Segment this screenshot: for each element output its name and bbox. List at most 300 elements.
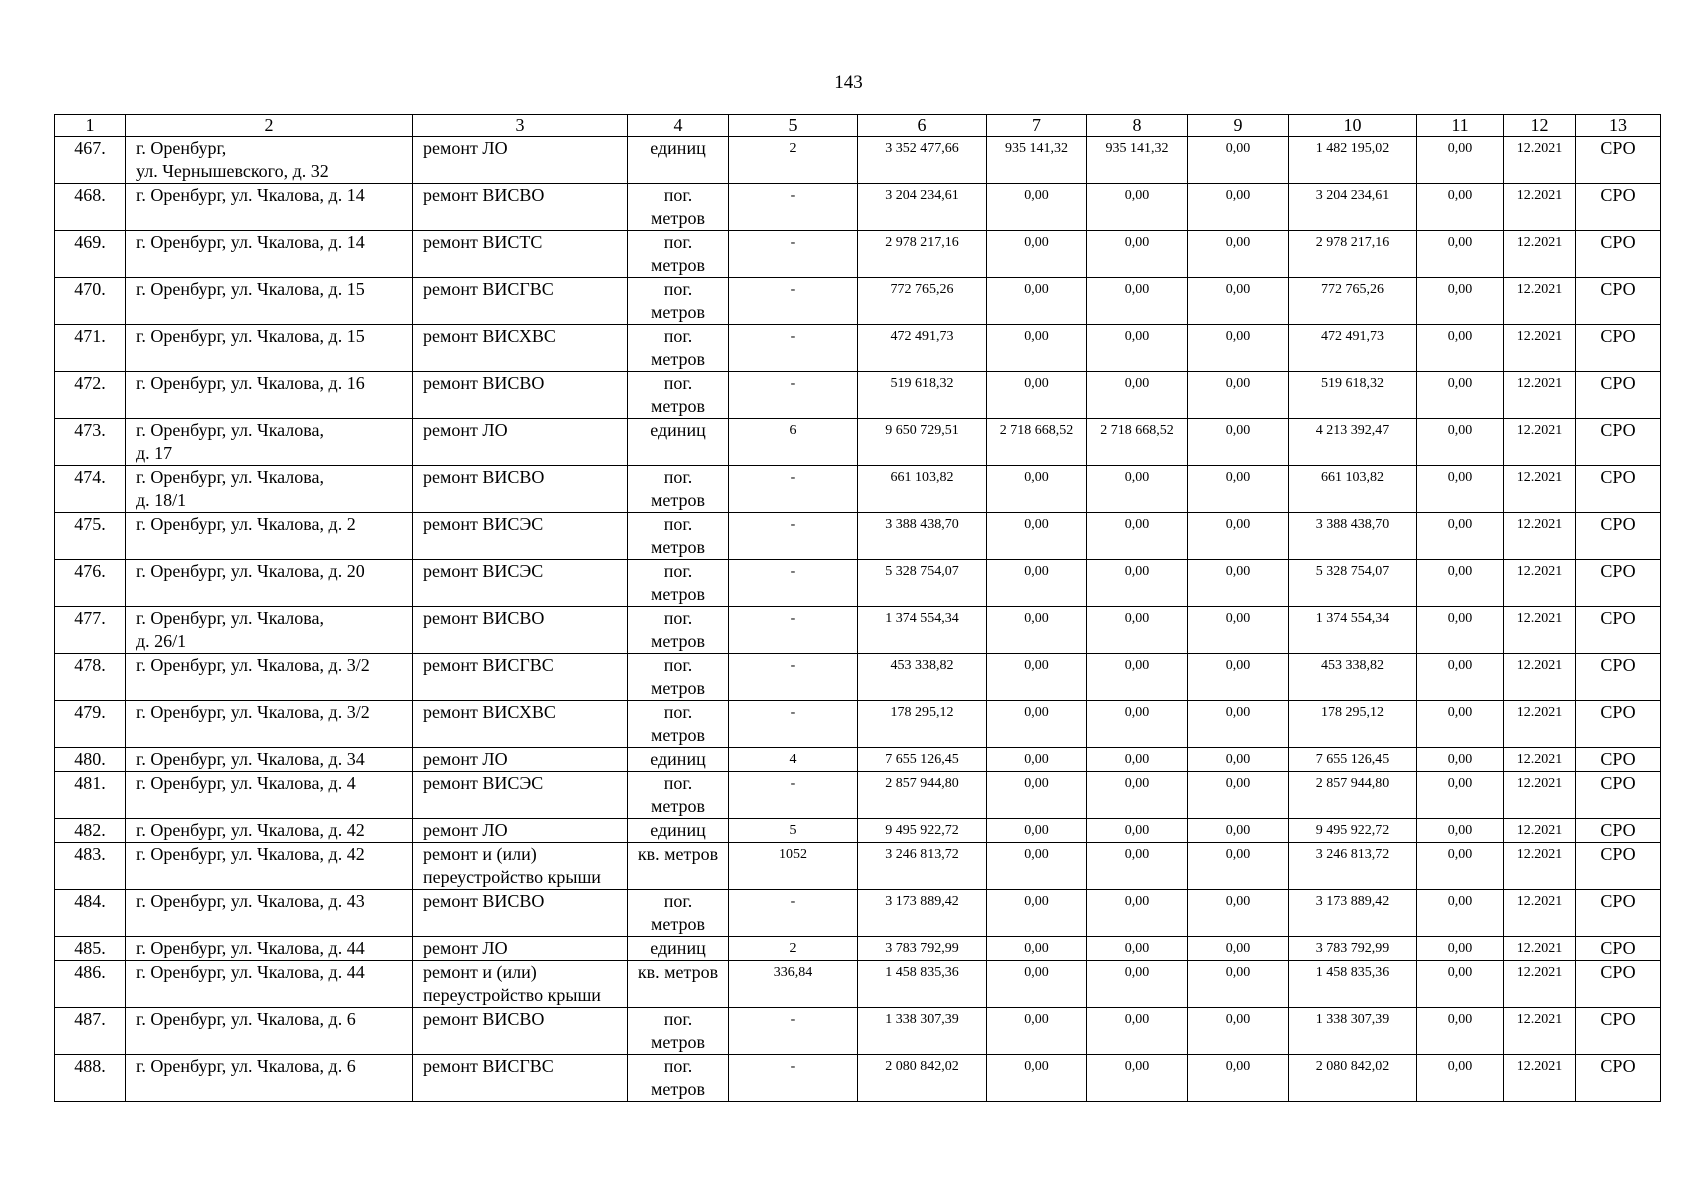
col7-cell: 0,00: [987, 819, 1087, 843]
col10-cell: 2 857 944,80: [1289, 772, 1417, 819]
total-cost-cell: 5 328 754,07: [858, 560, 987, 607]
row-number: 470.: [55, 278, 126, 325]
col8-cell: 0,00: [1087, 1055, 1188, 1102]
col9-cell: 0,00: [1188, 278, 1289, 325]
col9-cell: 0,00: [1188, 890, 1289, 937]
table-row: [55, 466, 1661, 513]
row-number: 480.: [55, 748, 126, 772]
col9-cell: 0,00: [1188, 843, 1289, 890]
operator-cell: СРО: [1576, 560, 1661, 607]
col10-cell: 4 213 392,47: [1289, 419, 1417, 466]
total-cost-cell: 7 655 126,45: [858, 748, 987, 772]
unit-cell: единиц: [628, 819, 729, 843]
total-cost-cell: 2 978 217,16: [858, 231, 987, 278]
operator-cell: СРО: [1576, 843, 1661, 890]
row-number: 477.: [55, 607, 126, 654]
column-header-5: 5: [729, 115, 858, 137]
deadline-cell: 12.2021: [1504, 843, 1576, 890]
col9-cell: 0,00: [1188, 466, 1289, 513]
row-number: 469.: [55, 231, 126, 278]
col10-cell: 7 655 126,45: [1289, 748, 1417, 772]
col10-cell: 772 765,26: [1289, 278, 1417, 325]
address-cell: г. Оренбург, ул. Чкалова, д. 15: [126, 325, 413, 372]
col8-cell: 0,00: [1087, 890, 1188, 937]
address-cell: г. Оренбург, ул. Чкалова, д. 6: [126, 1055, 413, 1102]
table-row: [55, 819, 1661, 843]
unit-cell: пог. метров: [628, 560, 729, 607]
table-row: [55, 772, 1661, 819]
col9-cell: 0,00: [1188, 961, 1289, 1008]
deadline-cell: 12.2021: [1504, 701, 1576, 748]
total-cost-cell: 3 173 889,42: [858, 890, 987, 937]
row-number: 472.: [55, 372, 126, 419]
col8-cell: 0,00: [1087, 654, 1188, 701]
table-row: [55, 843, 1661, 890]
operator-cell: СРО: [1576, 278, 1661, 325]
unit-cell: пог. метров: [628, 772, 729, 819]
total-cost-cell: 3 388 438,70: [858, 513, 987, 560]
operator-cell: СРО: [1576, 654, 1661, 701]
deadline-cell: 12.2021: [1504, 560, 1576, 607]
col7-cell: 0,00: [987, 748, 1087, 772]
col7-cell: 0,00: [987, 513, 1087, 560]
row-number: 468.: [55, 184, 126, 231]
address-cell: г. Оренбург, ул. Чкалова, д. 26/1: [126, 607, 413, 654]
operator-cell: СРО: [1576, 372, 1661, 419]
row-number: 486.: [55, 961, 126, 1008]
col7-cell: 0,00: [987, 1055, 1087, 1102]
total-cost-cell: 661 103,82: [858, 466, 987, 513]
quantity-cell: 2: [729, 137, 858, 184]
deadline-cell: 12.2021: [1504, 607, 1576, 654]
col10-cell: 3 783 792,99: [1289, 937, 1417, 961]
work-type-cell: ремонт ВИСГВС: [413, 654, 628, 701]
row-number: 481.: [55, 772, 126, 819]
unit-cell: пог. метров: [628, 466, 729, 513]
total-cost-cell: 519 618,32: [858, 372, 987, 419]
operator-cell: СРО: [1576, 772, 1661, 819]
address-cell: г. Оренбург, ул. Чкалова, д. 16: [126, 372, 413, 419]
col9-cell: 0,00: [1188, 560, 1289, 607]
col8-cell: 0,00: [1087, 372, 1188, 419]
col8-cell: 0,00: [1087, 843, 1188, 890]
operator-cell: СРО: [1576, 231, 1661, 278]
col9-cell: 0,00: [1188, 607, 1289, 654]
col10-cell: 472 491,73: [1289, 325, 1417, 372]
unit-cell: кв. метров: [628, 843, 729, 890]
row-number: 473.: [55, 419, 126, 466]
col7-cell: 0,00: [987, 184, 1087, 231]
quantity-cell: -: [729, 1008, 858, 1055]
row-number: 487.: [55, 1008, 126, 1055]
address-cell: г. Оренбург, ул. Чкалова, д. 3/2: [126, 701, 413, 748]
operator-cell: СРО: [1576, 513, 1661, 560]
row-number: 482.: [55, 819, 126, 843]
col8-cell: 0,00: [1087, 325, 1188, 372]
unit-cell: пог. метров: [628, 231, 729, 278]
unit-cell: кв. метров: [628, 961, 729, 1008]
row-number: 474.: [55, 466, 126, 513]
col11-cell: 0,00: [1417, 513, 1504, 560]
total-cost-cell: 1 458 835,36: [858, 961, 987, 1008]
col11-cell: 0,00: [1417, 372, 1504, 419]
unit-cell: пог. метров: [628, 372, 729, 419]
quantity-cell: -: [729, 184, 858, 231]
col7-cell: 0,00: [987, 607, 1087, 654]
col11-cell: 0,00: [1417, 184, 1504, 231]
table-row: [55, 325, 1661, 372]
col10-cell: 3 246 813,72: [1289, 843, 1417, 890]
quantity-cell: -: [729, 231, 858, 278]
quantity-cell: -: [729, 607, 858, 654]
col10-cell: 5 328 754,07: [1289, 560, 1417, 607]
unit-cell: пог. метров: [628, 1055, 729, 1102]
deadline-cell: 12.2021: [1504, 513, 1576, 560]
col10-cell: 3 388 438,70: [1289, 513, 1417, 560]
table-row: [55, 937, 1661, 961]
row-number: 478.: [55, 654, 126, 701]
col7-cell: 0,00: [987, 231, 1087, 278]
column-header-13: 13: [1576, 115, 1661, 137]
total-cost-cell: 472 491,73: [858, 325, 987, 372]
col8-cell: 0,00: [1087, 819, 1188, 843]
col9-cell: 0,00: [1188, 419, 1289, 466]
work-type-cell: ремонт ВИСЭС: [413, 560, 628, 607]
total-cost-cell: 1 338 307,39: [858, 1008, 987, 1055]
column-header-12: 12: [1504, 115, 1576, 137]
work-type-cell: ремонт ВИСВО: [413, 372, 628, 419]
work-type-cell: ремонт ВИСВО: [413, 466, 628, 513]
col8-cell: 0,00: [1087, 513, 1188, 560]
col7-cell: 0,00: [987, 843, 1087, 890]
column-header-8: 8: [1087, 115, 1188, 137]
col10-cell: 1 338 307,39: [1289, 1008, 1417, 1055]
work-type-cell: ремонт ВИСЭС: [413, 513, 628, 560]
total-cost-cell: 178 295,12: [858, 701, 987, 748]
work-type-cell: ремонт ВИСВО: [413, 607, 628, 654]
quantity-cell: -: [729, 701, 858, 748]
table-row: [55, 654, 1661, 701]
unit-cell: пог. метров: [628, 890, 729, 937]
work-type-cell: ремонт ЛО: [413, 137, 628, 184]
address-cell: г. Оренбург, ул. Чкалова, д. 14: [126, 231, 413, 278]
unit-cell: пог. метров: [628, 325, 729, 372]
col10-cell: 1 482 195,02: [1289, 137, 1417, 184]
operator-cell: СРО: [1576, 607, 1661, 654]
quantity-cell: -: [729, 1055, 858, 1102]
col7-cell: 0,00: [987, 325, 1087, 372]
total-cost-cell: 3 204 234,61: [858, 184, 987, 231]
col7-cell: 0,00: [987, 654, 1087, 701]
col11-cell: 0,00: [1417, 278, 1504, 325]
address-cell: г. Оренбург, ул. Чкалова, д. 2: [126, 513, 413, 560]
col7-cell: 2 718 668,52: [987, 419, 1087, 466]
operator-cell: СРО: [1576, 1008, 1661, 1055]
address-cell: г. Оренбург, ул. Чкалова, д. 6: [126, 1008, 413, 1055]
operator-cell: СРО: [1576, 325, 1661, 372]
col11-cell: 0,00: [1417, 231, 1504, 278]
table-row: [55, 513, 1661, 560]
work-type-cell: ремонт ЛО: [413, 937, 628, 961]
col10-cell: 661 103,82: [1289, 466, 1417, 513]
table-body: [55, 137, 1661, 1102]
unit-cell: пог. метров: [628, 607, 729, 654]
col10-cell: 1 374 554,34: [1289, 607, 1417, 654]
column-header-11: 11: [1417, 115, 1504, 137]
address-cell: г. Оренбург, ул. Чкалова, д. 4: [126, 772, 413, 819]
col10-cell: 2 080 842,02: [1289, 1055, 1417, 1102]
unit-cell: единиц: [628, 937, 729, 961]
page-number: 143: [834, 72, 863, 93]
col9-cell: 0,00: [1188, 748, 1289, 772]
col8-cell: 0,00: [1087, 231, 1188, 278]
address-cell: г. Оренбург, ул. Чкалова, д. 20: [126, 560, 413, 607]
work-type-cell: ремонт ЛО: [413, 819, 628, 843]
col10-cell: 1 458 835,36: [1289, 961, 1417, 1008]
col7-cell: 0,00: [987, 961, 1087, 1008]
table-row: [55, 607, 1661, 654]
col9-cell: 0,00: [1188, 701, 1289, 748]
col11-cell: 0,00: [1417, 325, 1504, 372]
row-number: 479.: [55, 701, 126, 748]
address-cell: г. Оренбург, ул. Чкалова, д. 14: [126, 184, 413, 231]
unit-cell: единиц: [628, 748, 729, 772]
col11-cell: 0,00: [1417, 607, 1504, 654]
total-cost-cell: 2 857 944,80: [858, 772, 987, 819]
deadline-cell: 12.2021: [1504, 325, 1576, 372]
column-header-6: 6: [858, 115, 987, 137]
work-type-cell: ремонт и (или) переустройство крыши: [413, 961, 628, 1008]
work-type-cell: ремонт ВИСВО: [413, 890, 628, 937]
col11-cell: 0,00: [1417, 1008, 1504, 1055]
quantity-cell: 336,84: [729, 961, 858, 1008]
col9-cell: 0,00: [1188, 137, 1289, 184]
operator-cell: СРО: [1576, 937, 1661, 961]
total-cost-cell: 772 765,26: [858, 278, 987, 325]
work-type-cell: ремонт ВИСХВС: [413, 325, 628, 372]
deadline-cell: 12.2021: [1504, 278, 1576, 325]
col9-cell: 0,00: [1188, 184, 1289, 231]
operator-cell: СРО: [1576, 184, 1661, 231]
col10-cell: 3 204 234,61: [1289, 184, 1417, 231]
total-cost-cell: 9 650 729,51: [858, 419, 987, 466]
address-cell: г. Оренбург, ул. Чкалова, д. 3/2: [126, 654, 413, 701]
col8-cell: 0,00: [1087, 1008, 1188, 1055]
col7-cell: 935 141,32: [987, 137, 1087, 184]
operator-cell: СРО: [1576, 961, 1661, 1008]
table-row: [55, 890, 1661, 937]
col11-cell: 0,00: [1417, 748, 1504, 772]
row-number: 471.: [55, 325, 126, 372]
column-header-9: 9: [1188, 115, 1289, 137]
col11-cell: 0,00: [1417, 560, 1504, 607]
total-cost-cell: 3 246 813,72: [858, 843, 987, 890]
table-row: [55, 372, 1661, 419]
quantity-cell: 2: [729, 937, 858, 961]
operator-cell: СРО: [1576, 419, 1661, 466]
work-type-cell: ремонт и (или) переустройство крыши: [413, 843, 628, 890]
col11-cell: 0,00: [1417, 1055, 1504, 1102]
table-row: [55, 560, 1661, 607]
col7-cell: 0,00: [987, 560, 1087, 607]
deadline-cell: 12.2021: [1504, 1008, 1576, 1055]
work-type-cell: ремонт ВИСГВС: [413, 1055, 628, 1102]
row-number: 475.: [55, 513, 126, 560]
quantity-cell: -: [729, 372, 858, 419]
quantity-cell: -: [729, 325, 858, 372]
row-number: 488.: [55, 1055, 126, 1102]
column-header-1: 1: [55, 115, 126, 137]
operator-cell: СРО: [1576, 748, 1661, 772]
col10-cell: 9 495 922,72: [1289, 819, 1417, 843]
work-type-cell: ремонт ВИСГВС: [413, 278, 628, 325]
quantity-cell: -: [729, 513, 858, 560]
total-cost-cell: 1 374 554,34: [858, 607, 987, 654]
col9-cell: 0,00: [1188, 1008, 1289, 1055]
col7-cell: 0,00: [987, 466, 1087, 513]
table-row: [55, 137, 1661, 184]
quantity-cell: -: [729, 560, 858, 607]
col9-cell: 0,00: [1188, 513, 1289, 560]
table-row: [55, 231, 1661, 278]
quantity-cell: -: [729, 890, 858, 937]
col8-cell: 0,00: [1087, 961, 1188, 1008]
col11-cell: 0,00: [1417, 819, 1504, 843]
unit-cell: пог. метров: [628, 654, 729, 701]
total-cost-cell: 453 338,82: [858, 654, 987, 701]
total-cost-cell: 3 352 477,66: [858, 137, 987, 184]
quantity-cell: -: [729, 278, 858, 325]
col8-cell: 935 141,32: [1087, 137, 1188, 184]
total-cost-cell: 9 495 922,72: [858, 819, 987, 843]
operator-cell: СРО: [1576, 466, 1661, 513]
col7-cell: 0,00: [987, 278, 1087, 325]
table-row: [55, 701, 1661, 748]
col7-cell: 0,00: [987, 372, 1087, 419]
col8-cell: 0,00: [1087, 560, 1188, 607]
operator-cell: СРО: [1576, 890, 1661, 937]
col8-cell: 0,00: [1087, 748, 1188, 772]
col11-cell: 0,00: [1417, 654, 1504, 701]
col11-cell: 0,00: [1417, 843, 1504, 890]
col7-cell: 0,00: [987, 890, 1087, 937]
unit-cell: пог. метров: [628, 513, 729, 560]
unit-cell: единиц: [628, 419, 729, 466]
col10-cell: 2 978 217,16: [1289, 231, 1417, 278]
col8-cell: 0,00: [1087, 937, 1188, 961]
col7-cell: 0,00: [987, 772, 1087, 819]
address-cell: г. Оренбург, ул. Чкалова, д. 42: [126, 843, 413, 890]
deadline-cell: 12.2021: [1504, 961, 1576, 1008]
unit-cell: пог. метров: [628, 1008, 729, 1055]
repair-schedule-table: [54, 114, 1661, 1102]
quantity-cell: -: [729, 654, 858, 701]
col8-cell: 0,00: [1087, 466, 1188, 513]
col9-cell: 0,00: [1188, 654, 1289, 701]
table-row: [55, 961, 1661, 1008]
col9-cell: 0,00: [1188, 819, 1289, 843]
col9-cell: 0,00: [1188, 937, 1289, 961]
row-number: 485.: [55, 937, 126, 961]
row-number: 484.: [55, 890, 126, 937]
col11-cell: 0,00: [1417, 419, 1504, 466]
operator-cell: СРО: [1576, 819, 1661, 843]
total-cost-cell: 2 080 842,02: [858, 1055, 987, 1102]
unit-cell: единиц: [628, 137, 729, 184]
col8-cell: 2 718 668,52: [1087, 419, 1188, 466]
deadline-cell: 12.2021: [1504, 184, 1576, 231]
table-row: [55, 184, 1661, 231]
address-cell: г. Оренбург, ул. Чкалова, д. 42: [126, 819, 413, 843]
col7-cell: 0,00: [987, 1008, 1087, 1055]
quantity-cell: -: [729, 466, 858, 513]
column-header-4: 4: [628, 115, 729, 137]
col11-cell: 0,00: [1417, 961, 1504, 1008]
work-type-cell: ремонт ВИСТС: [413, 231, 628, 278]
column-number-row: [55, 115, 1661, 137]
deadline-cell: 12.2021: [1504, 1055, 1576, 1102]
col7-cell: 0,00: [987, 937, 1087, 961]
deadline-cell: 12.2021: [1504, 937, 1576, 961]
row-number: 476.: [55, 560, 126, 607]
deadline-cell: 12.2021: [1504, 748, 1576, 772]
col11-cell: 0,00: [1417, 937, 1504, 961]
table-row: [55, 278, 1661, 325]
quantity-cell: 1052: [729, 843, 858, 890]
col11-cell: 0,00: [1417, 772, 1504, 819]
quantity-cell: 6: [729, 419, 858, 466]
column-header-7: 7: [987, 115, 1087, 137]
address-cell: г. Оренбург, ул. Чкалова, д. 17: [126, 419, 413, 466]
work-type-cell: ремонт ВИСВО: [413, 184, 628, 231]
work-type-cell: ремонт ЛО: [413, 419, 628, 466]
col9-cell: 0,00: [1188, 772, 1289, 819]
col9-cell: 0,00: [1188, 325, 1289, 372]
deadline-cell: 12.2021: [1504, 654, 1576, 701]
unit-cell: пог. метров: [628, 278, 729, 325]
deadline-cell: 12.2021: [1504, 419, 1576, 466]
address-cell: г. Оренбург, ул. Чкалова, д. 18/1: [126, 466, 413, 513]
address-cell: г. Оренбург, ул. Чкалова, д. 44: [126, 961, 413, 1008]
deadline-cell: 12.2021: [1504, 772, 1576, 819]
address-cell: г. Оренбург, ул. Чернышевского, д. 32: [126, 137, 413, 184]
col9-cell: 0,00: [1188, 372, 1289, 419]
deadline-cell: 12.2021: [1504, 890, 1576, 937]
table-row: [55, 419, 1661, 466]
col11-cell: 0,00: [1417, 890, 1504, 937]
deadline-cell: 12.2021: [1504, 466, 1576, 513]
col8-cell: 0,00: [1087, 184, 1188, 231]
col9-cell: 0,00: [1188, 231, 1289, 278]
address-cell: г. Оренбург, ул. Чкалова, д. 43: [126, 890, 413, 937]
col11-cell: 0,00: [1417, 701, 1504, 748]
deadline-cell: 12.2021: [1504, 137, 1576, 184]
column-header-10: 10: [1289, 115, 1417, 137]
work-type-cell: ремонт ЛО: [413, 748, 628, 772]
column-header-3: 3: [413, 115, 628, 137]
col8-cell: 0,00: [1087, 772, 1188, 819]
work-type-cell: ремонт ВИСВО: [413, 1008, 628, 1055]
address-cell: г. Оренбург, ул. Чкалова, д. 34: [126, 748, 413, 772]
col7-cell: 0,00: [987, 701, 1087, 748]
col9-cell: 0,00: [1188, 1055, 1289, 1102]
col8-cell: 0,00: [1087, 701, 1188, 748]
column-header-2: 2: [126, 115, 413, 137]
col8-cell: 0,00: [1087, 607, 1188, 654]
deadline-cell: 12.2021: [1504, 372, 1576, 419]
total-cost-cell: 3 783 792,99: [858, 937, 987, 961]
work-type-cell: ремонт ВИСЭС: [413, 772, 628, 819]
